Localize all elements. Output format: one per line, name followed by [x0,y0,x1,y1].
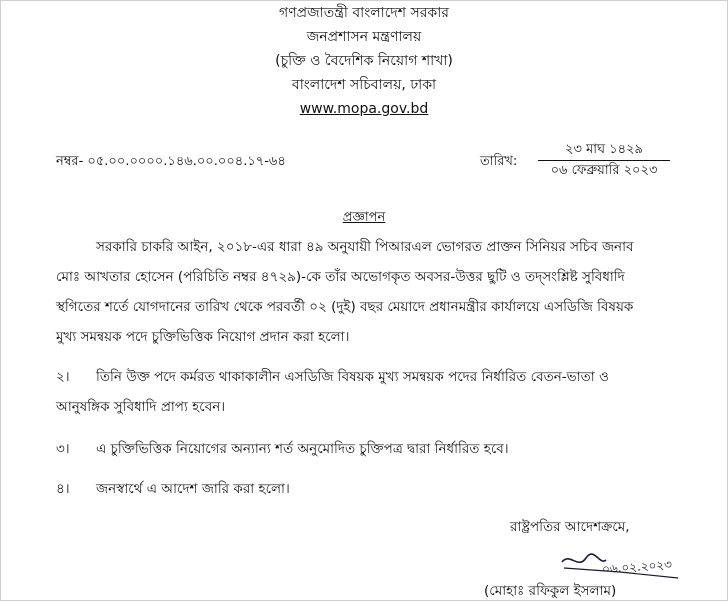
govt-name: গণপ্রজাতন্ত্রী বাংলাদেশ সরকার [279,5,449,21]
memo-number: নম্বর- ০৫.০০.০০০০.১৪৬.০০.০০৪.১৭-৬৪ [56,154,286,169]
item-text: এ চুক্তিভিত্তিক নিয়োগের অন্যান্য শর্ত অনুমোদিত চুক্তিপত্র দ্বারা নির্ধারিত হবে। [96,441,509,457]
date-gregorian: ০৬ ফেব্রুয়ারি ২০২৩ [550,163,658,178]
website-row [0,98,728,120]
item-text: তিনি উক্ত পদে কর্মরত থাকাকালীন এসডিজি বিষয়ক মুখ্য সমন্বয়ক পদের নির্ধারিত বেতন-ভাতা ও [96,369,609,385]
item-number: ২। [56,369,70,385]
date-box [538,140,670,181]
website-link[interactable]: www.mopa.gov.bd [299,101,429,117]
item-number: ৩। [56,441,70,457]
paragraph-line: সরকারি চাকরি আইন, ২০১৮-এর ধারা ৪৯ অনুযায়ী পিআরএল ভোগরত প্রাক্তন সিনিয়র সচিব জনাব [96,239,634,255]
date-bangla: ২৩ মাঘ ১৪২৯ [538,140,670,161]
item-text: জনস্বার্থে এ আদেশ জারি করা হলো। [96,481,290,497]
paragraph-line: মুখ্য সমন্বয়ক পদে চুক্তিভিত্তিক নিয়োগ প্রদান করা হলো। [56,329,350,345]
date-label: তারিখ: [480,154,518,169]
branch-name: (চুক্তি ও বৈদেশিক নিয়োগ শাখা) [275,53,453,69]
item-text: আনুষঙ্গিক সুবিধাদি প্রাপ্য হবেন। [56,399,226,415]
paragraph-line: মোঃ আখতার হোসেন (পরিচিতি নম্বর ৪৭২৯)-কে তাঁর অভোগকৃত অবসর-উত্তর ছুটি ও তদ্‌সংশ্লিষ্ট সুবিধাদি [56,269,625,285]
office-address: বাংলাদেশ সচিবালয়, ঢাকা [291,77,437,93]
order-line: রাষ্ট্রপতির আদেশক্রমে, [510,519,630,535]
ministry-name: জনপ্রশাসন মন্ত্রণালয় [306,29,422,45]
paragraph-line: স্থগিতের শর্তে যোগদানের তারিখ থেকে পরবর্তী ০২ (দুই) বছর মেয়াদে প্রধানমন্ত্রীর কার্যালয়ে এসডিজি বিষয়ক [56,299,634,315]
signer-name: (মোহাঃ রফিকুল ইসলাম) [484,583,617,599]
item-number: ৪। [56,481,70,497]
signature-date: ০৬.০২.২০২৩ [601,557,673,577]
document-title: প্রজ্ঞাপন [342,210,386,225]
